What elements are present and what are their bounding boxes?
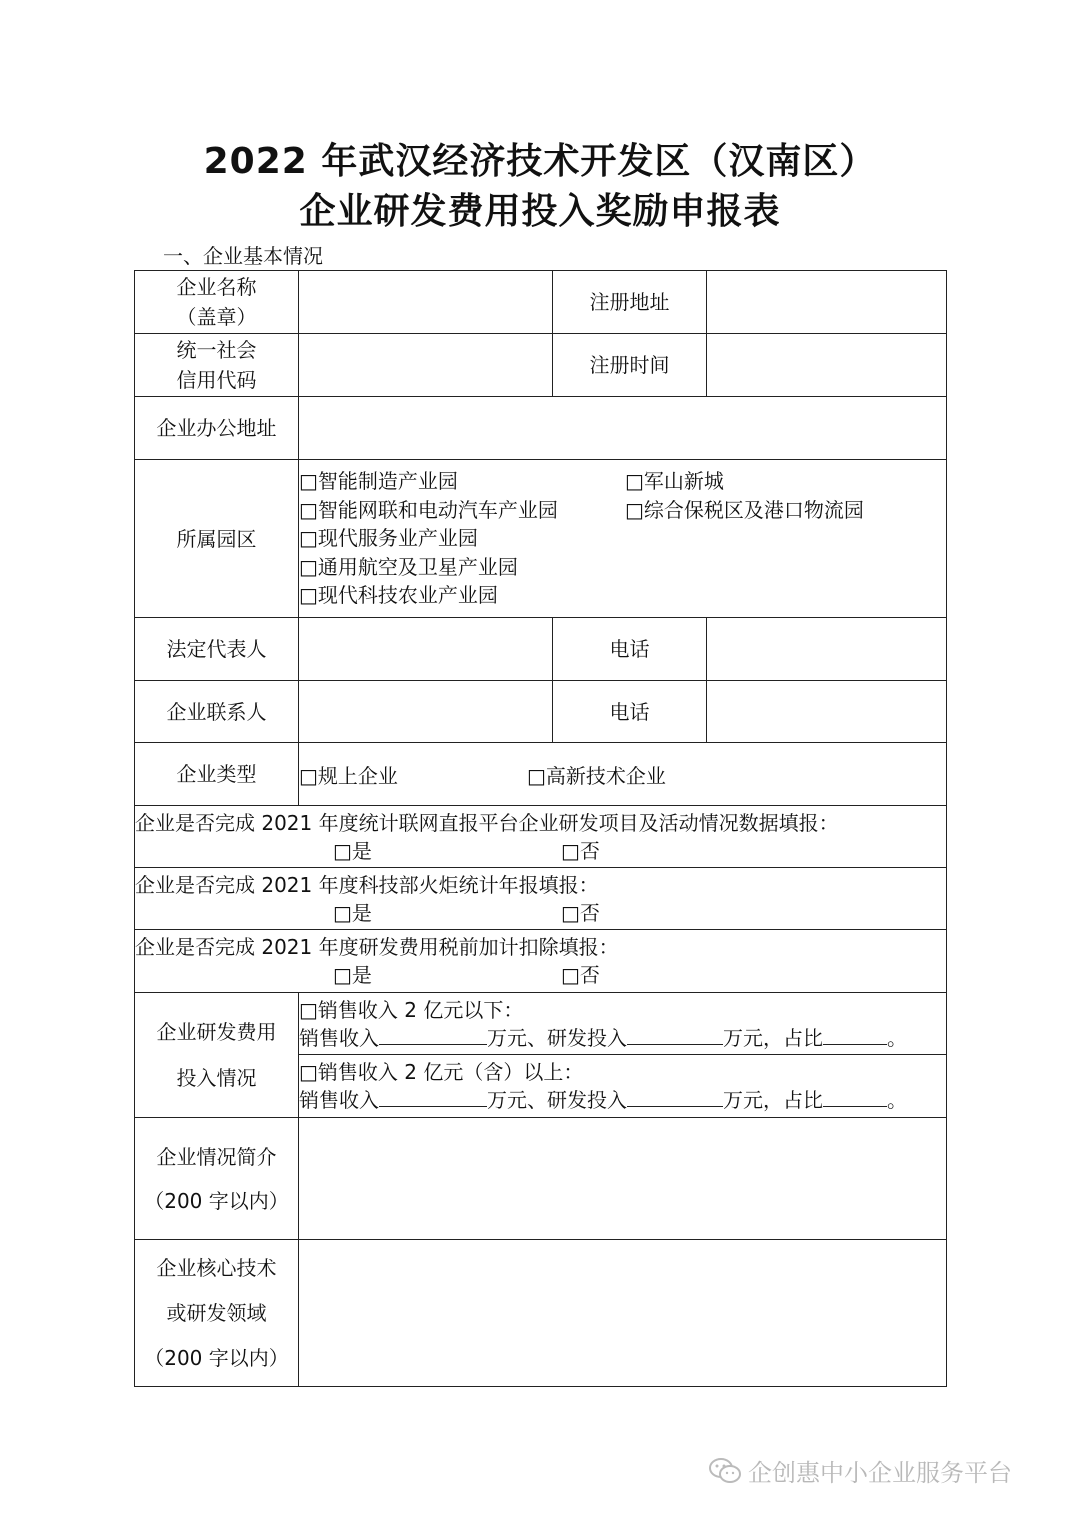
company-name-field[interactable] (299, 271, 553, 334)
rd-option-below-2e (299, 993, 947, 1055)
row-company-type (135, 743, 947, 806)
application-form-table (134, 270, 947, 1387)
label-reg-address: 注册地址 (553, 271, 707, 334)
park-checkbox-modern-services[interactable]: □现代服务业产业园 (299, 526, 478, 551)
office-address-field[interactable] (299, 397, 947, 460)
rd-end-mark: 。 (887, 1088, 907, 1112)
row-company-name (135, 271, 947, 334)
contact-field[interactable] (299, 681, 553, 743)
row-question-2 (135, 868, 947, 930)
park-checkbox-aviation[interactable]: □通用航空及卫星产业园 (299, 554, 518, 579)
no-checkbox[interactable]: □否 (561, 963, 600, 987)
rd-checkbox-above[interactable]: □销售收入 2 亿元（含）以上： (299, 1060, 584, 1084)
type-checkbox-scale[interactable]: □规上企业 (299, 763, 398, 788)
row-legal-rep (135, 618, 947, 681)
row-credit-code (135, 334, 947, 397)
rd-sales-label: 销售收入 (299, 1088, 379, 1112)
row-core-tech (135, 1240, 947, 1387)
label-text: 投入情况 (176, 1066, 257, 1090)
label-subtext: （盖章） (176, 305, 257, 329)
label-contact: 企业联系人 (135, 681, 299, 743)
park-checkbox-smart-manufacturing[interactable]: □智能制造产业园 (299, 469, 458, 494)
rd-end-mark: 。 (887, 1025, 907, 1050)
label-intro (135, 1118, 299, 1240)
yes-checkbox[interactable]: □是 (333, 963, 372, 987)
sales-input[interactable] (379, 1086, 487, 1107)
label-legal-rep: 法定代表人 (135, 618, 299, 681)
no-checkbox[interactable]: □否 (561, 900, 600, 925)
page-title-line-1: 2022 年武汉经济技术开发区（汉南区） (203, 141, 877, 182)
page-title-line-2: 企业研发费用投入奖励申报表 (299, 191, 781, 232)
question-text: 企业是否完成 2021 年度科技部火炬统计年报填报： (135, 872, 599, 897)
row-intro (135, 1118, 947, 1240)
label-text: 统一社会 (176, 338, 257, 362)
type-checkbox-hightech[interactable]: □高新技术企业 (527, 763, 666, 788)
label-company-name (135, 271, 299, 334)
company-type-options (299, 743, 947, 806)
row-question-3 (135, 930, 947, 993)
rd-option-above-2e (299, 1055, 947, 1118)
label-text: 企业名称 (176, 275, 257, 299)
row-park (135, 460, 947, 618)
rd-invest-label: 万元、研发投入 (487, 1088, 627, 1112)
label-phone: 电话 (553, 618, 707, 681)
legal-rep-phone-field[interactable] (707, 618, 947, 681)
question-2 (135, 868, 947, 930)
sales-input[interactable] (379, 1024, 487, 1045)
park-checkbox-junshan[interactable]: □军山新城 (625, 469, 724, 494)
rd-invest-label: 万元、研发投入 (487, 1025, 627, 1050)
rd-checkbox-below[interactable]: □销售收入 2 亿元以下： (299, 997, 524, 1022)
park-checkbox-ev[interactable]: □智能网联和电动汽车产业园 (299, 497, 558, 522)
rd-input[interactable] (627, 1024, 723, 1045)
rd-sales-label: 销售收入 (299, 1025, 379, 1050)
label-reg-time: 注册时间 (553, 334, 707, 397)
label-office-address: 企业办公地址 (135, 397, 299, 460)
contact-phone-field[interactable] (707, 681, 947, 743)
question-text: 企业是否完成 2021 年度统计联网直报平台企业研发项目及活动情况数据填报： (135, 810, 839, 835)
no-checkbox[interactable]: □否 (561, 838, 600, 863)
row-contact (135, 681, 947, 743)
rd-fill-line (299, 1086, 946, 1114)
park-checkbox-agriculture[interactable]: □现代科技农业产业园 (299, 583, 498, 608)
wechat-icon (708, 1457, 742, 1485)
label-text: 企业研发费用 (156, 1020, 277, 1044)
question-3 (135, 930, 947, 993)
row-rd-opt-1 (135, 993, 947, 1055)
label-core-tech (135, 1240, 299, 1387)
label-credit-code (135, 334, 299, 397)
park-checkbox-bonded-zone[interactable]: □综合保税区及港口物流园 (625, 497, 864, 522)
rd-ratio-label: 万元，占比 (723, 1088, 823, 1112)
label-subtext: （200 字以内） (144, 1188, 289, 1213)
core-tech-field[interactable] (299, 1240, 947, 1387)
rd-ratio-label: 万元，占比 (723, 1025, 823, 1050)
label-text: 企业核心技术 (156, 1255, 277, 1280)
question-1 (135, 806, 947, 868)
label-rd-investment (135, 993, 299, 1118)
question-text: 企业是否完成 2021 年度研发费用税前加计扣除填报： (135, 935, 619, 959)
yes-checkbox[interactable]: □是 (333, 900, 372, 925)
reg-address-field[interactable] (707, 271, 947, 334)
credit-code-field[interactable] (299, 334, 553, 397)
rd-fill-line (299, 1024, 946, 1052)
row-question-1 (135, 806, 947, 868)
reg-time-field[interactable] (707, 334, 947, 397)
ratio-input[interactable] (823, 1086, 887, 1107)
legal-rep-field[interactable] (299, 618, 553, 681)
label-subtext: （200 字以内） (144, 1345, 289, 1370)
section-heading: 一、企业基本情况 (163, 244, 323, 268)
watermark (708, 1453, 1012, 1488)
yes-checkbox[interactable]: □是 (333, 838, 372, 863)
label-company-type: 企业类型 (135, 743, 299, 806)
label-text: 或研发领域 (166, 1300, 267, 1325)
label-text: 企业情况简介 (156, 1144, 277, 1169)
watermark-text: 企创惠中小企业服务平台 (748, 1459, 1012, 1487)
label-phone-2: 电话 (553, 681, 707, 743)
label-text: 信用代码 (176, 368, 257, 392)
label-park: 所属园区 (135, 460, 299, 618)
ratio-input[interactable] (823, 1024, 887, 1045)
intro-field[interactable] (299, 1118, 947, 1240)
row-office-address (135, 397, 947, 460)
park-options (299, 460, 947, 618)
rd-input[interactable] (627, 1086, 723, 1107)
